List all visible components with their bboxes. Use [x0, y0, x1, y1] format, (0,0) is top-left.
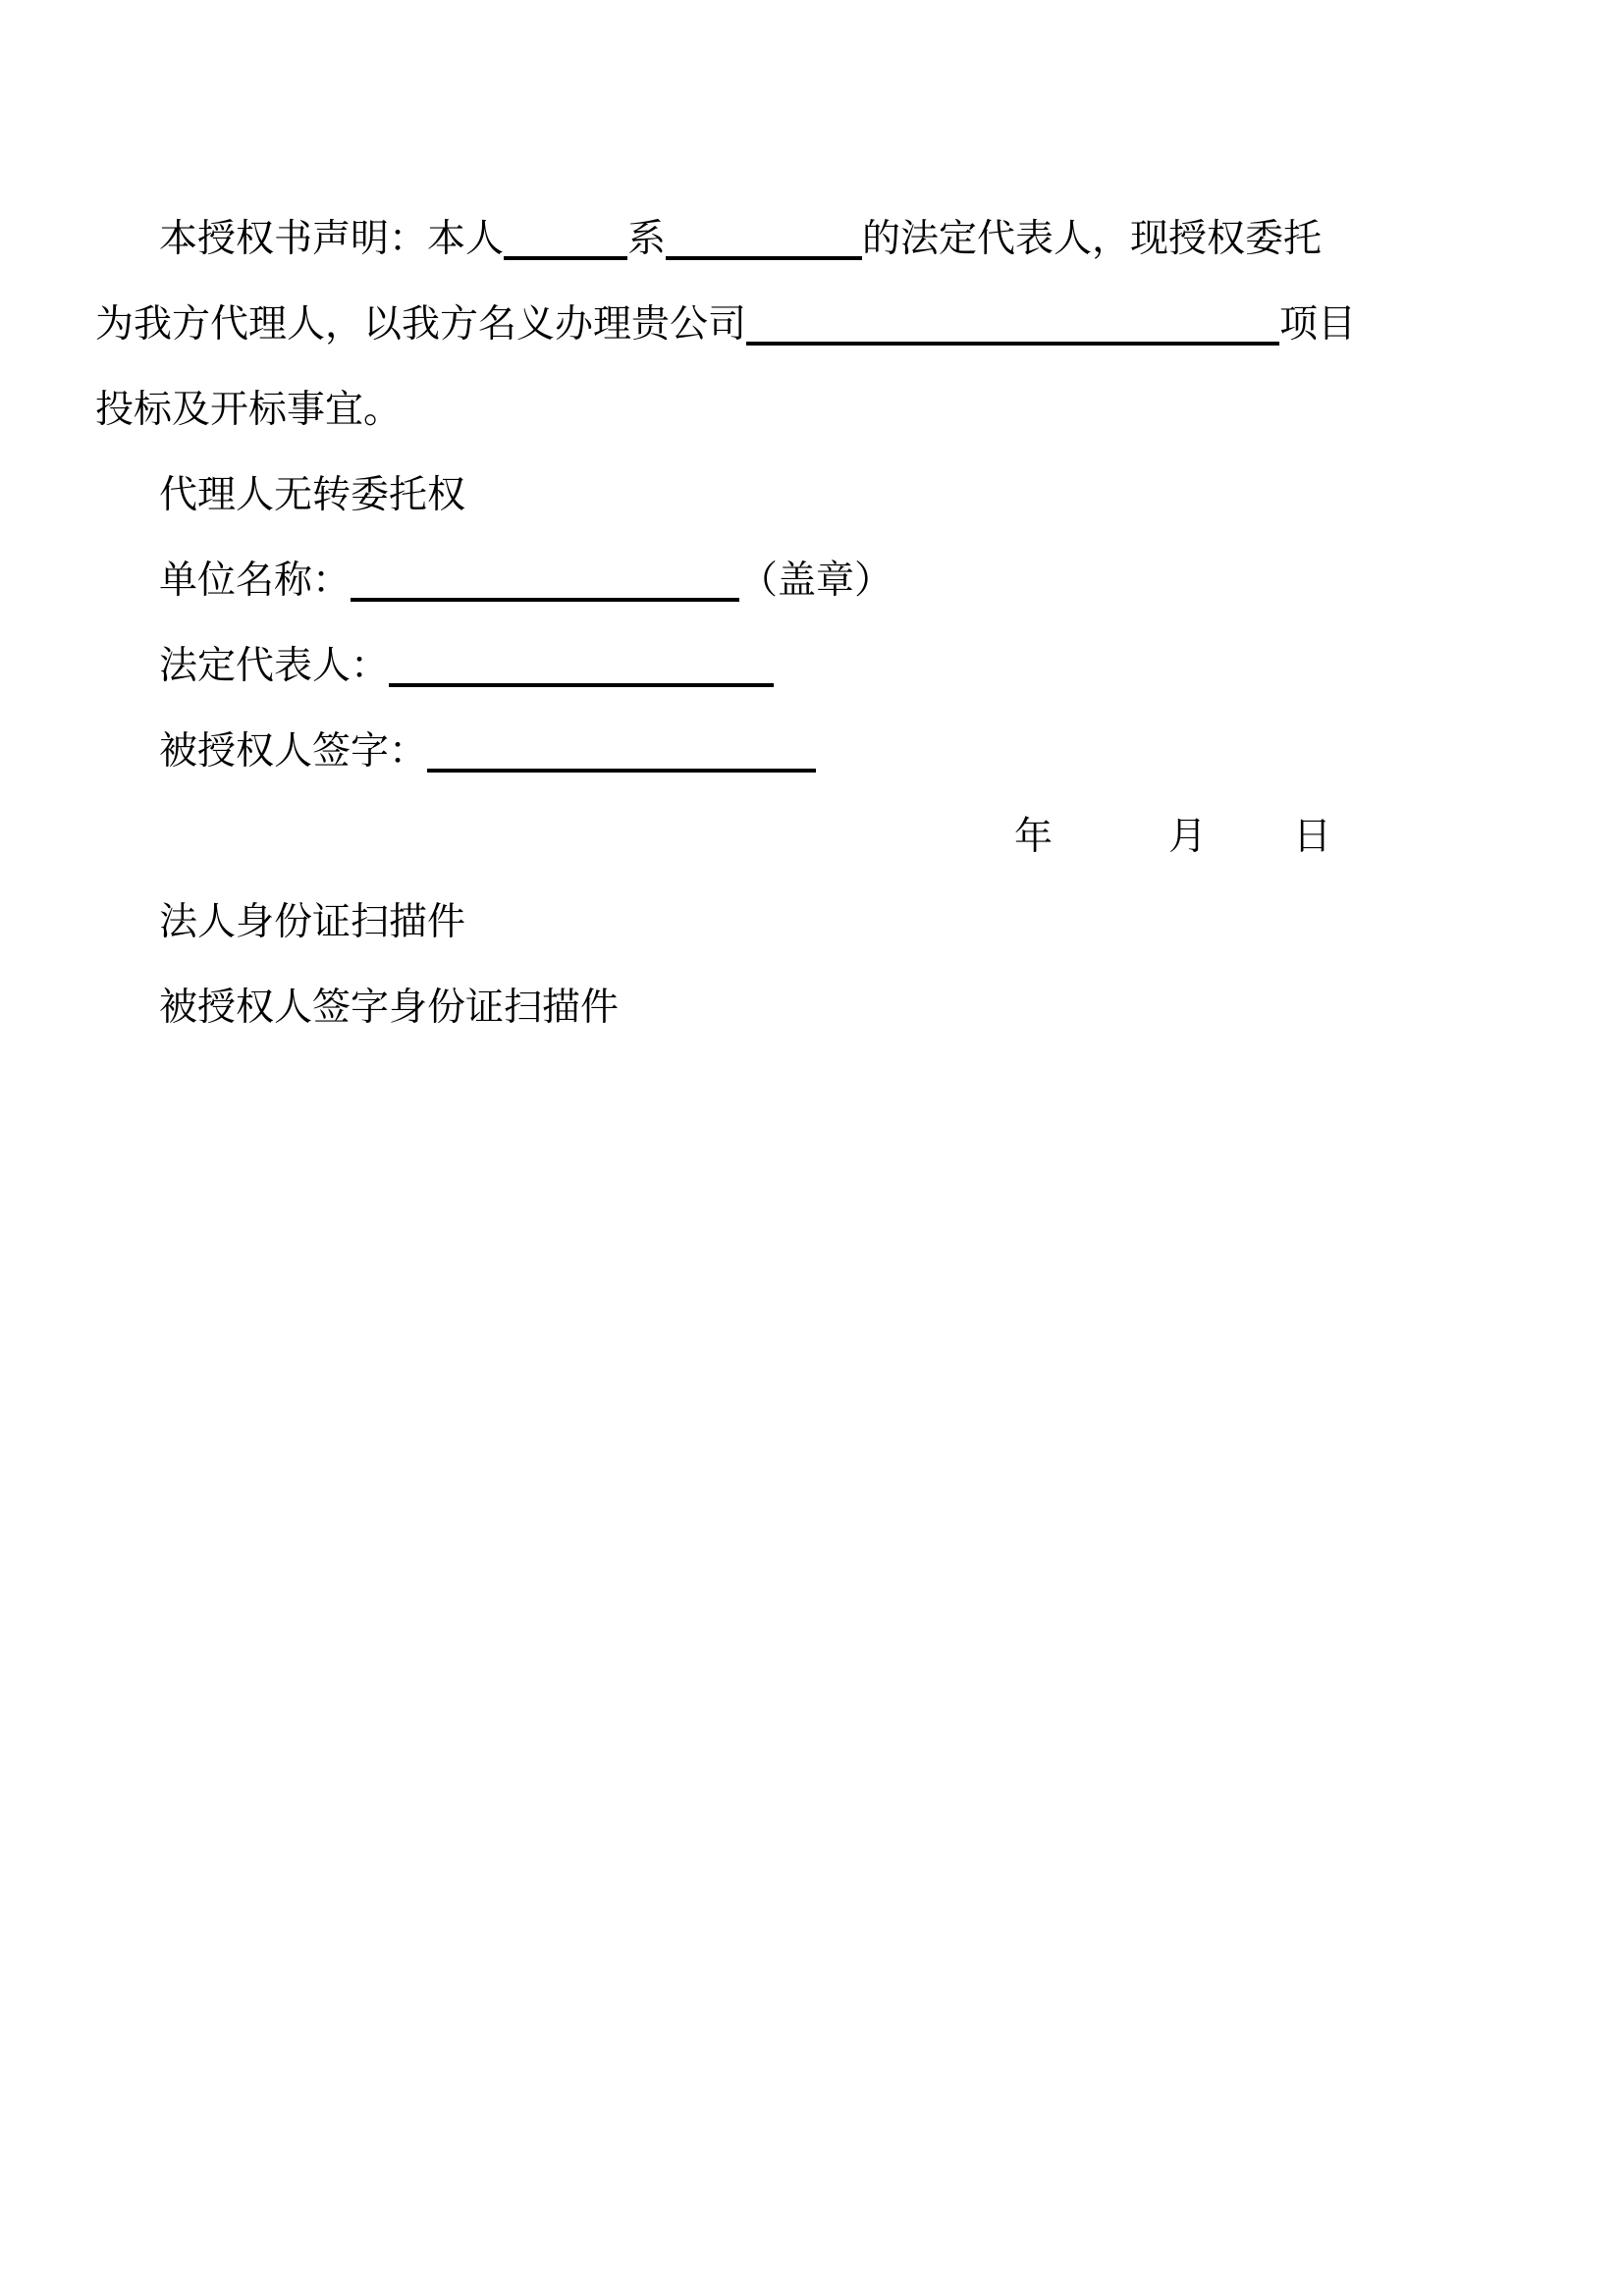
letter-body [95, 196, 1367, 1050]
declaration-prefix: 本授权书声明：本人 [159, 218, 505, 260]
date-line [95, 794, 1367, 880]
declaration-line-1 [95, 196, 1367, 282]
legal-person-id-line [95, 880, 1367, 965]
agent-clause: 为我方代理人，以我方名义办理贵公司 [95, 303, 747, 346]
legal-rep-label: 法定代表人： [159, 645, 390, 687]
legal-rep-line [95, 623, 1367, 709]
legal-rep-name-blank [389, 654, 774, 687]
authorized-signature-blank [427, 739, 816, 773]
authorized-person-id-text: 被授权人签字身份证扫描件 [159, 987, 620, 1029]
seal-note: （盖章） [739, 560, 893, 602]
legal-person-id-text: 法人身份证扫描件 [159, 901, 466, 943]
legal-rep-clause: 的法定代表人，现授权委托 [862, 218, 1323, 260]
authorized-person-id-line [95, 965, 1367, 1050]
principal-name-blank [504, 227, 627, 260]
declaration-line-3 [95, 367, 1367, 453]
company-name-blank [351, 568, 739, 602]
bidding-clause: 投标及开标事宜。 [95, 389, 403, 431]
no-subdelegation-line [95, 453, 1367, 538]
company-name-line [95, 538, 1367, 623]
company-name-label: 单位名称： [159, 560, 352, 602]
company-of-blank [666, 227, 862, 260]
project-suffix: 项目 [1279, 303, 1357, 346]
authorized-sign-line [95, 709, 1367, 794]
authorized-sign-label: 被授权人签字： [159, 730, 428, 773]
date-day-label: 日 [1293, 816, 1332, 858]
project-name-blank [746, 312, 1279, 346]
no-subdelegation-text: 代理人无转委托权 [159, 474, 466, 516]
declaration-is-of: 系 [627, 218, 667, 260]
date-month-label: 月 [1168, 816, 1208, 858]
declaration-line-2 [95, 282, 1367, 367]
date-year-label: 年 [1014, 816, 1054, 858]
